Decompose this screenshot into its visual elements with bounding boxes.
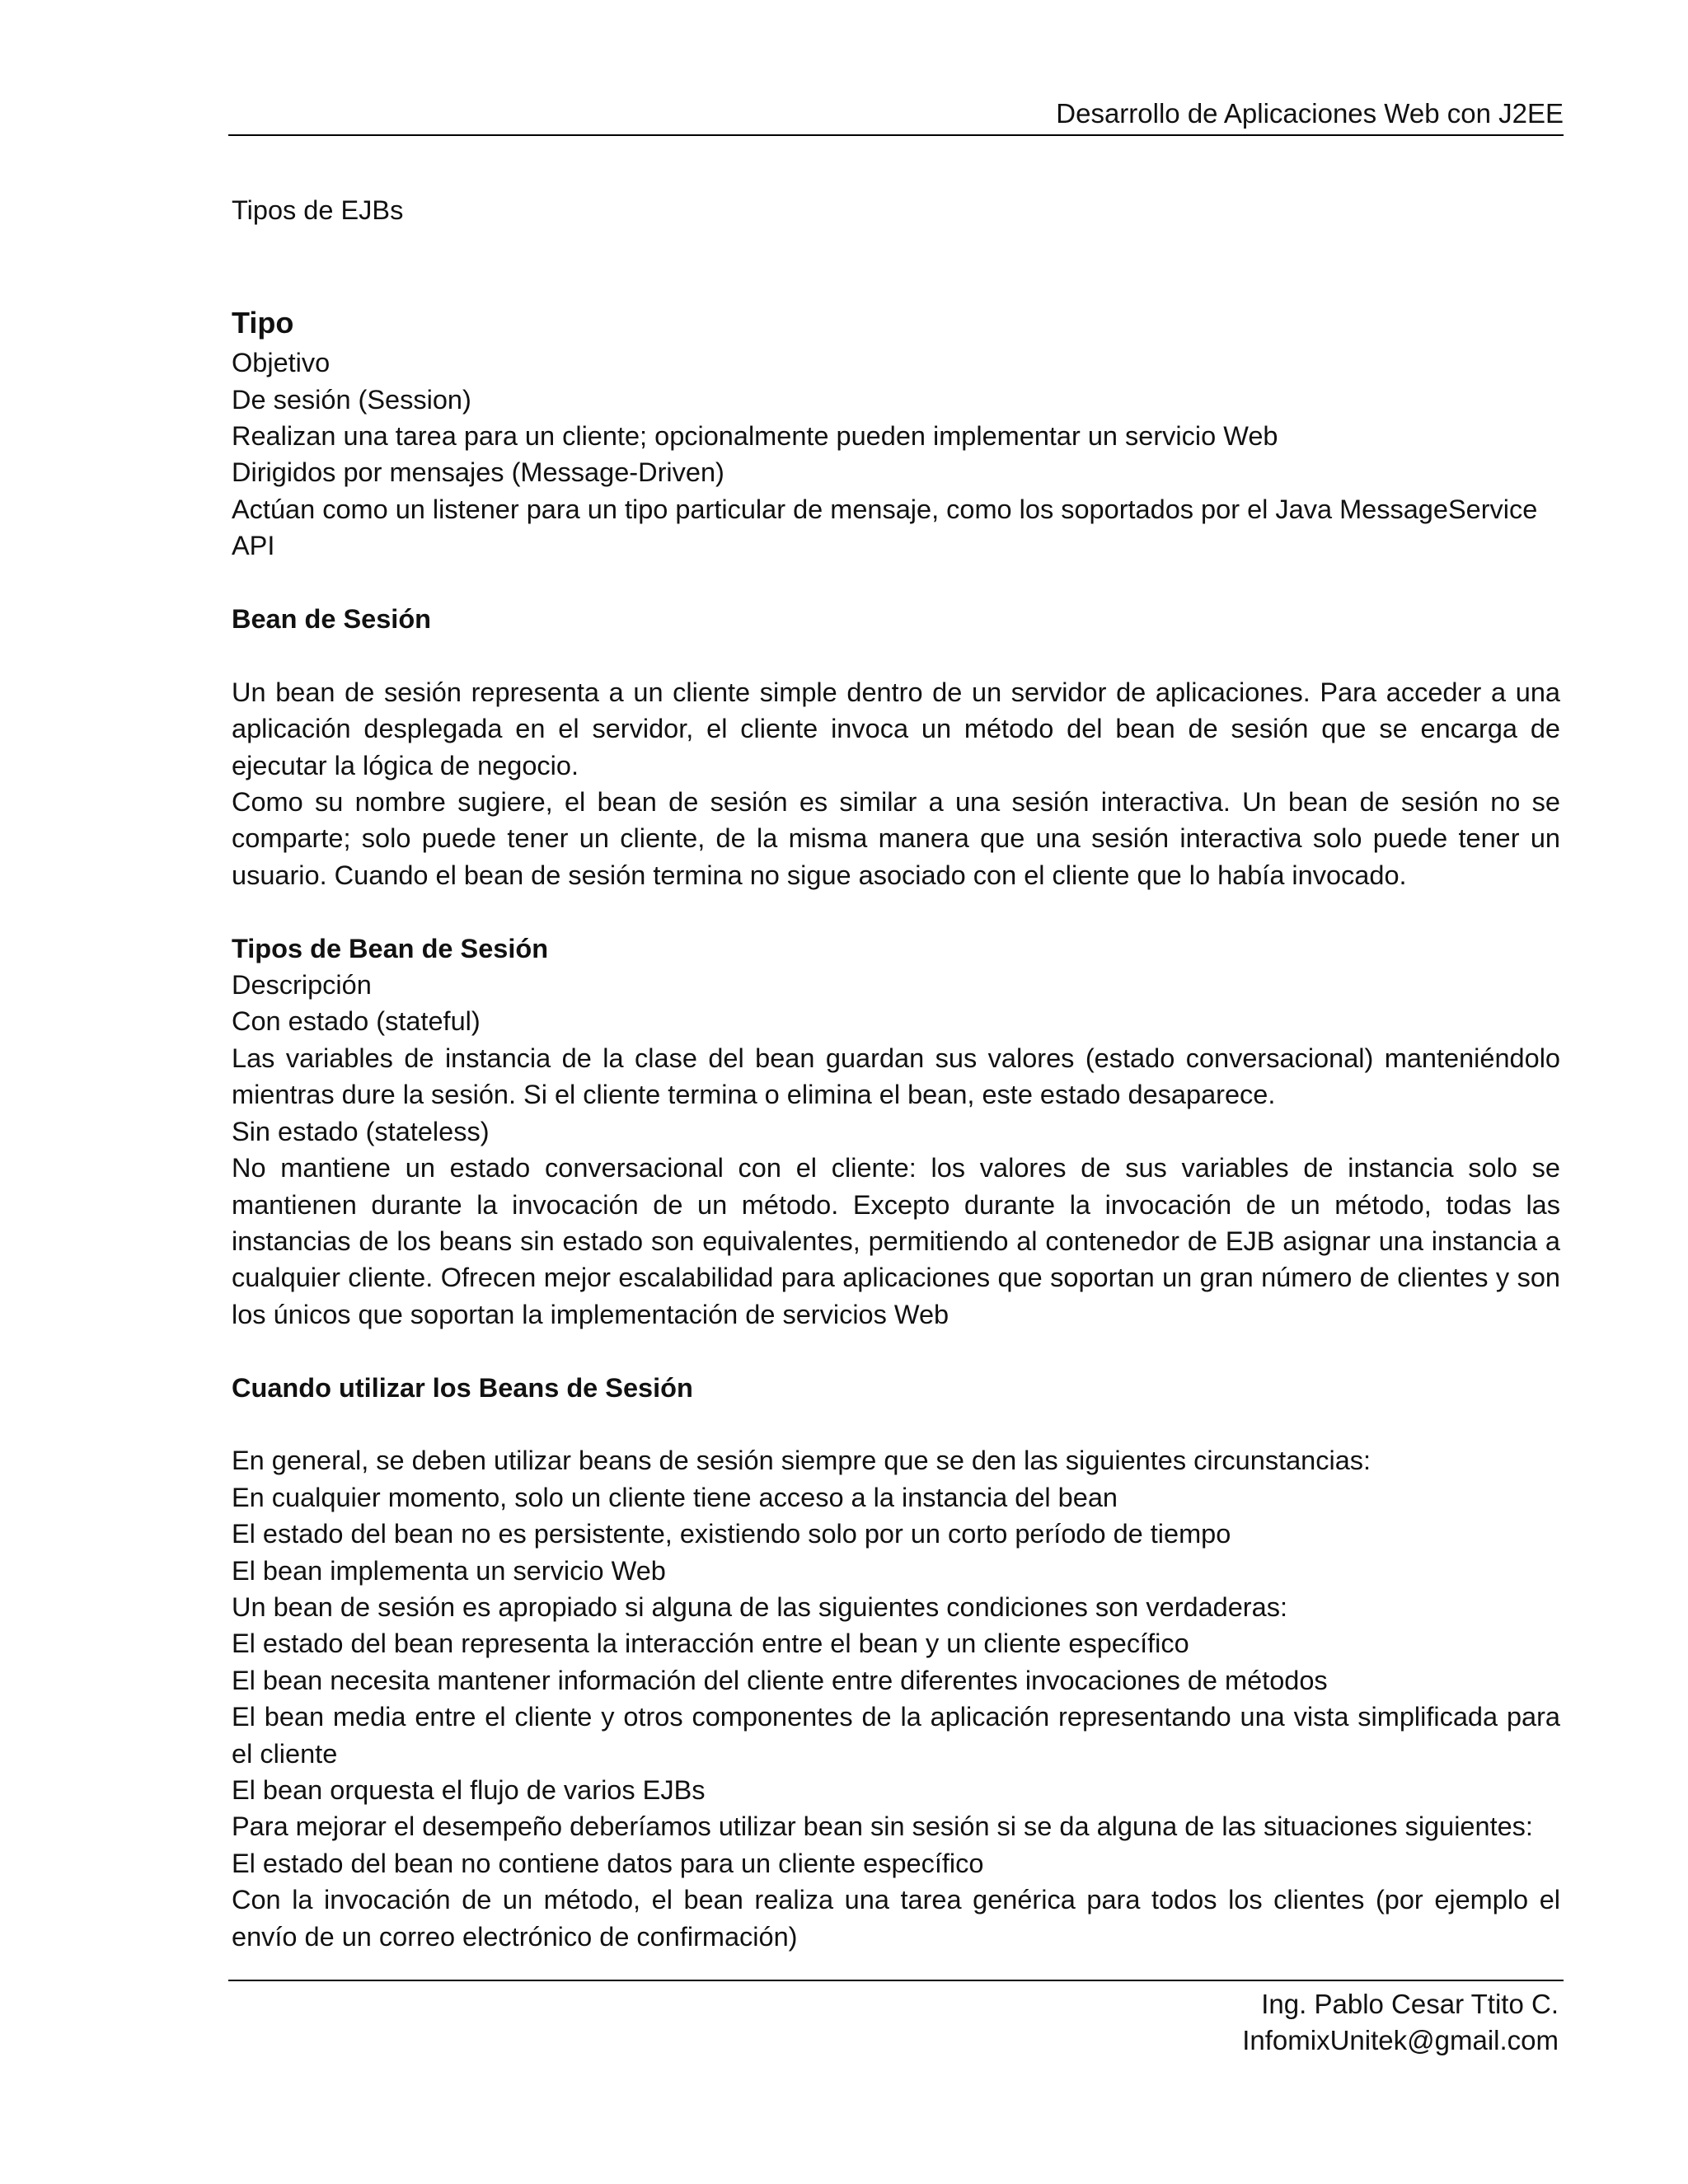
list-item: El bean necesita mantener información del cliente entre diferentes invocaciones de métodos — [232, 1665, 1328, 1695]
table-heading-tipo: Tipo — [232, 306, 294, 340]
table-row-desc: Realizan una tarea para un cliente; opcionalmente pueden implementar un servicio Web — [232, 421, 1278, 452]
footer-email: InfomixUnitek@gmail.com — [1242, 2025, 1559, 2055]
table-row-desc: No mantiene un estado conversacional con el cliente: los valores de sus variables de instancia solo se mantienen durante la invocación de un método. Excepto durante la invocación de un método, todas las instancias de los beans sin estado son equivalentes, permitiendo al contenedor de EJB asignar una instancia a cualquier cliente. Ofrecen mejor escalabilidad para aplicaciones que soportan un gran número de clientes y son los únicos que soportan la implementación de servicios Web — [232, 1153, 1560, 1329]
list-item: En cualquier momento, solo un cliente tiene acceso a la instancia del bean — [232, 1482, 1118, 1512]
list-item: El estado del bean no es persistente, existiendo solo por un corto período de tiempo — [232, 1519, 1231, 1549]
table-heading-objetivo: Objetivo — [232, 348, 331, 378]
list-item: Un bean de sesión es apropiado si alguna de las siguientes condiciones son verdaderas: — [232, 1591, 1287, 1622]
list-item: El bean media entre el cliente y otros componentes de la aplicación representando una vista simplificada para el cliente — [232, 1702, 1560, 1769]
document-title: Tipos de EJBs — [232, 195, 404, 225]
section-heading-cuando-utilizar: Cuando utilizar los Beans de Sesión — [232, 1372, 693, 1403]
list-item: El bean orquesta el flujo de varios EJBs — [232, 1774, 706, 1805]
list-item: En general, se deben utilizar beans de sesión siempre que se den las siguientes circunstancias: — [232, 1446, 1372, 1476]
table-row-type: De sesión (Session) — [232, 384, 471, 415]
list-item: El estado del bean no contiene datos para un cliente específico — [232, 1848, 984, 1878]
table-row-desc: Las variables de instancia de la clase del bean guardan sus valores (estado conversacional) manteniéndolo mientras dure la sesión. Si el cliente termina o elimina el bean, este estado desaparece. — [232, 1043, 1560, 1110]
table-row-desc: Actúan como un listener para un tipo particular de mensaje, como los soportados por el Java MessageService API — [232, 494, 1538, 561]
page-header: Desarrollo de Aplicaciones Web con J2EE — [1056, 98, 1564, 129]
footer-rule — [228, 1980, 1564, 1981]
page-footer — [228, 1986, 1559, 2059]
table-row-type: Con estado (stateful) — [232, 1006, 481, 1037]
list-item: El bean implementa un servicio Web — [232, 1555, 666, 1586]
header-rule — [228, 134, 1564, 136]
document-body — [232, 192, 1560, 1955]
paragraph: Como su nombre sugiere, el bean de sesión es similar a una sesión interactiva. Un bean de sesión no se comparte; solo puede tener un cliente, de la misma manera que una sesión interactiva solo puede tener un usuario. Cuando el bean de sesión termina no sigue asociado con el cliente que lo había invocado. — [232, 787, 1560, 890]
footer-author: Ing. Pablo Cesar Ttito C. — [1261, 1989, 1559, 2019]
section-heading-bean-de-sesion: Bean de Sesión — [232, 604, 432, 635]
list-item: Con la invocación de un método, el bean realiza una tarea genérica para todos los clientes (por ejemplo el envío de un correo electrónico de confirmación) — [232, 1885, 1560, 1952]
list-item: El estado del bean representa la interacción entre el bean y un cliente específico — [232, 1629, 1189, 1659]
table-row-type: Sin estado (stateless) — [232, 1116, 490, 1146]
paragraph: Un bean de sesión representa a un cliente simple dentro de un servidor de aplicaciones. Para acceder a una aplicación desplegada en el servidor, el cliente invoca un método del bean de sesión que se encarga de ejecutar la lógica de negocio. — [232, 677, 1560, 780]
table-row-type: Dirigidos por mensajes (Message-Driven) — [232, 457, 724, 488]
section-heading-tipos-de-bean: Tipos de Bean de Sesión — [232, 933, 549, 963]
table-heading-descripcion: Descripción — [232, 970, 372, 1001]
list-item: Para mejorar el desempeño deberíamos utilizar bean sin sesión si se da alguna de las situaciones siguientes: — [232, 1811, 1533, 1842]
